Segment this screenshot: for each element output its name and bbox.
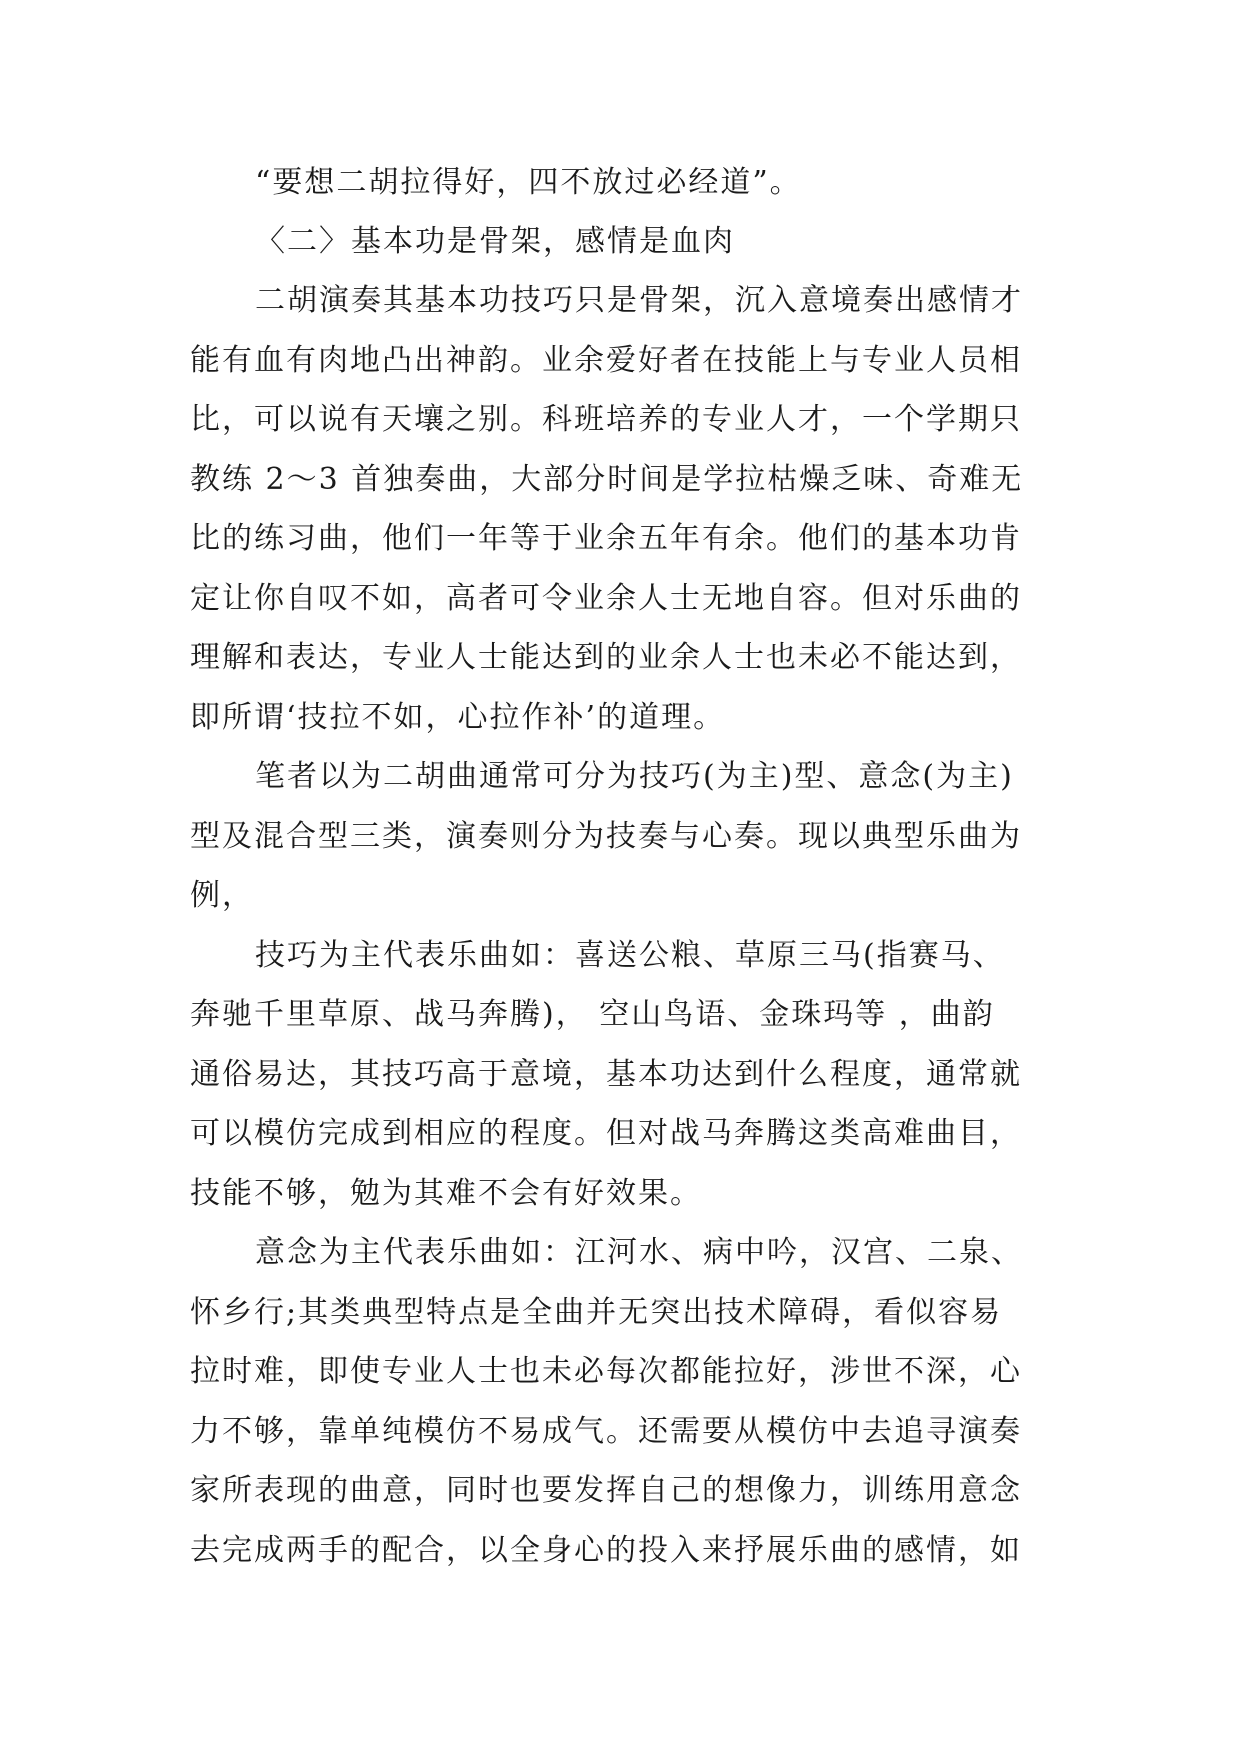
text-line: 拉时难，即使专业人士也未必每次都能拉好，涉世不深，心 (190, 1354, 1022, 1389)
section-heading: 〈二〉基本功是骨架，感情是血肉 (255, 224, 735, 259)
text-line: 去完成两手的配合，以全身心的投入来抒展乐曲的感情，如 (190, 1533, 1022, 1568)
text-line: 理解和表达，专业人士能达到的业余人士也未必不能达到， (190, 640, 1022, 675)
text-line: 力不够，靠单纯模仿不易成气。还需要从模仿中去追寻演奏 (190, 1414, 1022, 1449)
text-line: 比的练习曲，他们一年等于业余五年有余。他们的基本功肯 (190, 521, 1022, 556)
text-line: 教练 2～3 首独奏曲，大部分时间是学拉枯燥乏味、奇难无 (190, 462, 1024, 497)
text-line: 技能不够，勉为其难不会有好效果。 (190, 1176, 702, 1211)
text-line: 意念为主代表乐曲如：江河水、病中吟，汉宫、二泉、 (255, 1235, 1023, 1270)
text-line: 家所表现的曲意，同时也要发挥自己的想像力，训练用意念 (190, 1473, 1022, 1508)
text-line: 型及混合型三类，演奏则分为技奏与心奏。现以典型乐曲为 (190, 819, 1022, 854)
text-line: 例， (190, 878, 254, 913)
text-line: 奔驰千里草原、战马奔腾)， 空山鸟语、金珠玛等 ，曲韵 (190, 997, 995, 1032)
text-line: 二胡演奏其基本功技巧只是骨架，沉入意境奏出感情才 (255, 283, 1023, 318)
text-line: 通俗易达，其技巧高于意境，基本功达到什么程度，通常就 (190, 1057, 1022, 1092)
text-line: “要想二胡拉得好，四不放过必经道”。 (255, 165, 802, 200)
text-line: 比，可以说有天壤之别。科班培养的专业人才，一个学期只 (190, 402, 1022, 437)
text-line: 定让你自叹不如，高者可令业余人士无地自容。但对乐曲的 (190, 581, 1022, 616)
text-line: 怀乡行;其类典型特点是全曲并无突出技术障碍，看似容易 (190, 1295, 1003, 1330)
text-line: 即所谓‘技拉不如，心拉作补’的道理。 (190, 700, 726, 735)
text-line: 能有血有肉地凸出神韵。业余爱好者在技能上与专业人员相 (190, 343, 1022, 378)
text-line: 笔者以为二胡曲通常可分为技巧(为主)型、意念(为主) (255, 759, 1014, 794)
text-line: 可以模仿完成到相应的程度。但对战马奔腾这类高难曲目， (190, 1116, 1022, 1151)
text-line: 技巧为主代表乐曲如：喜送公粮、草原三马(指赛马、 (255, 938, 1005, 973)
